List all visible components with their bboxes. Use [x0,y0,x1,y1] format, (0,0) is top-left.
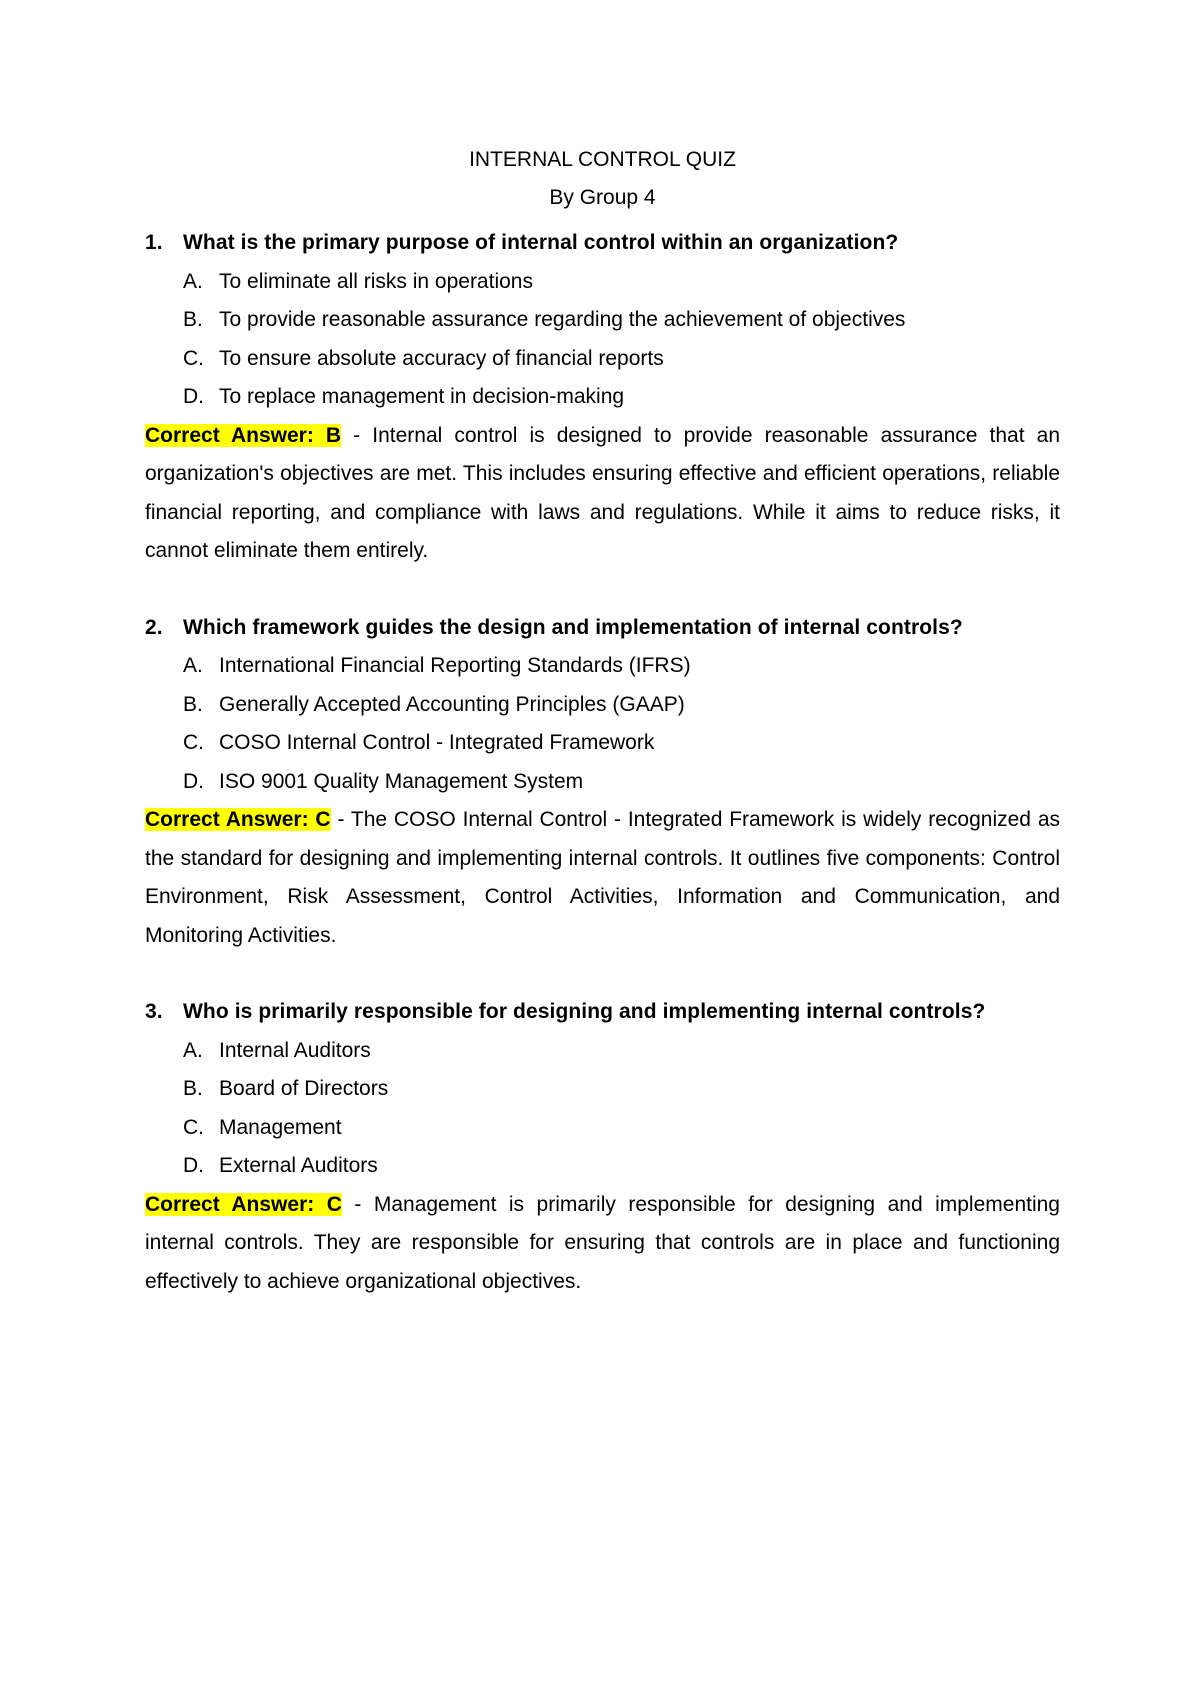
question-text: Who is primarily responsible for designing and implementing internal controls? [183,1000,986,1023]
option-item [183,301,1060,340]
option-text: To provide reasonable assurance regarding the achievement of objectives [219,308,906,331]
question-number: 3. [145,1000,163,1023]
option-item [183,724,1060,763]
question-block-1 [145,224,1060,571]
options-list [145,647,1060,801]
option-text: International Financial Reporting Standards (IFRS) [219,654,691,677]
document-title: INTERNAL CONTROL QUIZ [469,148,736,171]
options-list [145,1032,1060,1186]
option-item [183,1147,1060,1186]
question-text: Which framework guides the design and implementation of internal controls? [183,615,963,639]
answer-paragraph [145,417,1060,571]
option-text: Internal Auditors [219,1038,371,1062]
option-text: To ensure absolute accuracy of financial reports [219,346,664,370]
answer-paragraph [145,1186,1060,1302]
option-text: To eliminate all risks in operations [219,269,533,293]
option-text: COSO Internal Control - Integrated Framework [219,731,655,754]
option-item [183,1109,1060,1148]
option-text: To replace management in decision-making [219,385,625,408]
option-item [183,763,1060,802]
answer-explanation: - The COSO Internal Control - Integrated Framework is widely recognized as the standard for designing and implementing internal controls. It outlines five components: Control Environment, Risk Assessment, Control Activities, Information and Communication, and Monitoring Activities. [145,808,1061,947]
option-letter: C. [183,1115,204,1139]
document-subtitle: By Group 4 [549,186,656,209]
question-block-3 [145,993,1060,1301]
option-item [183,1032,1060,1071]
option-letter: B. [183,308,203,331]
question-heading [145,224,1060,263]
option-letter: D. [183,1154,204,1177]
option-letter: A. [183,1038,203,1062]
question-block-2 [145,609,1060,956]
question-number: 1. [145,231,163,254]
correct-answer-label: Correct Answer: C [145,808,331,831]
option-letter: B. [183,1077,203,1100]
correct-answer-label: Correct Answer: B [145,423,342,447]
question-number: 2. [145,615,163,639]
option-text: ISO 9001 Quality Management System [219,769,584,793]
answer-explanation: - Management is primarily responsible for designing and implementing internal controls. They are responsible for ensuring that controls are in place and functioning effectively to achieve organizational objectives. [145,1192,1060,1293]
answer-explanation: - Internal control is designed to provide reasonable assurance that an organization's objectives are met. This includes ensuring effective and efficient operations, reliable financial reporting, and compliance with laws and regulations. While it aims to reduce risks, it cannot eliminate them entirely. [145,423,1060,562]
option-letter: B. [183,692,203,716]
option-letter: D. [183,385,204,408]
option-letter: C. [183,346,204,370]
question-heading [145,609,1060,648]
options-list [145,263,1060,417]
option-letter: D. [183,769,204,793]
option-item [183,340,1060,379]
option-item [183,378,1060,417]
option-text: Generally Accepted Accounting Principles (GAAP) [219,692,685,716]
option-letter: C. [183,731,204,754]
option-letter: A. [183,269,203,293]
option-text: Management [219,1115,342,1139]
document-body [145,132,1060,1301]
option-text: Board of Directors [219,1077,389,1100]
correct-answer-label: Correct Answer: C [145,1192,342,1216]
option-item [183,647,1060,686]
option-item [183,686,1060,725]
option-item [183,1070,1060,1109]
question-heading [145,993,1060,1032]
answer-paragraph [145,801,1060,955]
option-letter: A. [183,654,203,677]
option-item [183,263,1060,302]
question-text: What is the primary purpose of internal control within an organization? [183,231,899,254]
option-text: External Auditors [219,1154,378,1177]
